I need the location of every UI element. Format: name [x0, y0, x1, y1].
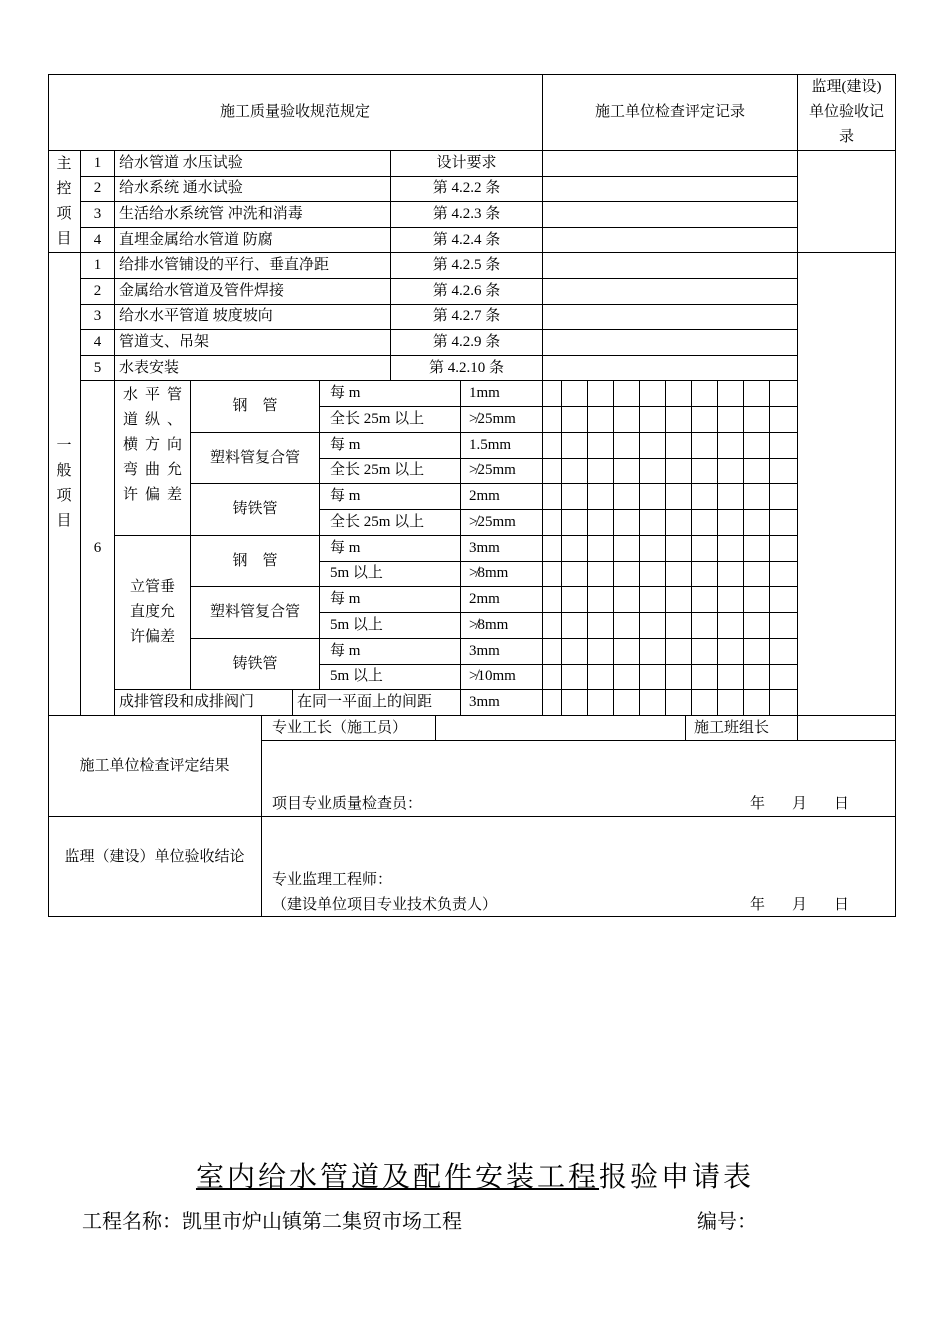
check-cell: [692, 690, 718, 716]
check-cell: [718, 433, 744, 459]
check-cell: [666, 433, 692, 459]
check-cell: [770, 613, 798, 639]
check-cell: [744, 665, 770, 691]
main-control-label: 主控项目: [48, 151, 81, 253]
check-cell: [640, 536, 666, 562]
conclusion-signature-block: [262, 817, 896, 917]
check-cell: [718, 459, 744, 485]
check-cell: [640, 381, 666, 407]
check-cell: [692, 613, 718, 639]
last-condition: 在同一平面上的间距: [293, 690, 461, 716]
foreman-label: 专业工长（施工员）: [262, 716, 436, 741]
record-cell: [543, 202, 798, 228]
material-cell: 铸铁管: [191, 484, 320, 535]
check-cell: [588, 484, 614, 510]
last-item-name: 成排管段和成排阀门: [115, 690, 293, 716]
item-name: 给水管道 水压试验: [115, 151, 391, 177]
row-number: 3: [81, 202, 115, 228]
conclusion-label: 监理（建设）单位验收结论: [48, 817, 262, 917]
condition-cell: 全长 25m 以上: [320, 407, 461, 433]
tolerance-cell: ≯8mm: [461, 562, 543, 588]
check-cell: [562, 484, 588, 510]
check-cell: [744, 433, 770, 459]
check-cell: [666, 381, 692, 407]
record-cell: [543, 151, 798, 177]
check-cell: [744, 510, 770, 536]
check-cell: [543, 407, 562, 433]
tolerance-cell: 1mm: [461, 381, 543, 407]
check-cell: [588, 690, 614, 716]
tolerance-cell: 3mm: [461, 639, 543, 665]
check-cell: [562, 407, 588, 433]
header-spec: 施工质量验收规范规定: [48, 74, 543, 151]
title-underlined: 室内给水管道及配件安装工程: [195, 1161, 599, 1192]
check-cell: [666, 484, 692, 510]
tolerance-cell: 1.5mm: [461, 433, 543, 459]
check-cell: [614, 484, 640, 510]
check-cell: [588, 433, 614, 459]
check-cell: [770, 407, 798, 433]
check-cell: [770, 587, 798, 613]
check-cell: [718, 665, 744, 691]
check-cell: [770, 484, 798, 510]
project-name: 工程名称：凯里市炉山镇第二集贸市场工程: [82, 1211, 462, 1233]
check-cell: [543, 536, 562, 562]
supervision-cell: [798, 151, 896, 253]
check-cell: [640, 562, 666, 588]
title-rest: 报验申请表: [599, 1161, 755, 1192]
check-cell: [640, 613, 666, 639]
check-cell: [770, 510, 798, 536]
check-cell: [614, 510, 640, 536]
check-cell: [692, 665, 718, 691]
tolerance-cell: ≯10mm: [461, 665, 543, 691]
check-cell: [666, 510, 692, 536]
check-cell: [718, 690, 744, 716]
check-cell: [614, 407, 640, 433]
condition-cell: 5m 以上: [320, 562, 461, 588]
check-cell: [640, 484, 666, 510]
row-number: 4: [81, 330, 115, 356]
inspector-label: 项目专业质量检查员：: [272, 796, 423, 812]
row-number: 3: [81, 305, 115, 331]
check-cell: [692, 381, 718, 407]
date-year: 年: [750, 897, 766, 913]
check-cell: [562, 381, 588, 407]
check-cell: [588, 587, 614, 613]
spec-reference: 第 4.2.2 条: [391, 177, 543, 203]
check-cell: [588, 459, 614, 485]
material-cell: 铸铁管: [191, 639, 320, 690]
item-name: 直埋金属给水管道 防腐: [115, 228, 391, 254]
check-cell: [666, 690, 692, 716]
row-number: 1: [81, 253, 115, 279]
check-cell: [718, 639, 744, 665]
last-tolerance: 3mm: [461, 690, 543, 716]
check-cell: [666, 665, 692, 691]
spec-reference: 第 4.2.3 条: [391, 202, 543, 228]
check-cell: [588, 407, 614, 433]
row-number: 5: [81, 356, 115, 382]
row-number: 2: [81, 177, 115, 203]
condition-cell: 每 m: [320, 587, 461, 613]
check-cell: [543, 459, 562, 485]
check-cell: [770, 562, 798, 588]
condition-cell: 每 m: [320, 536, 461, 562]
check-cell: [640, 690, 666, 716]
check-cell: [614, 665, 640, 691]
check-cell: [614, 459, 640, 485]
check-cell: [588, 562, 614, 588]
condition-cell: 5m 以上: [320, 665, 461, 691]
spec-reference: 第 4.2.10 条: [391, 356, 543, 382]
check-cell: [718, 562, 744, 588]
check-cell: [718, 536, 744, 562]
check-cell: [718, 587, 744, 613]
item-name: 生活给水系统管 冲洗和消毒: [115, 202, 391, 228]
check-cell: [562, 587, 588, 613]
header-supervision: 监理(建设)单位验收记录: [798, 74, 896, 151]
check-cell: [692, 484, 718, 510]
tolerance-cell: ≯25mm: [461, 510, 543, 536]
material-cell: 塑料管复合管: [191, 587, 320, 638]
check-cell: [614, 613, 640, 639]
check-cell: [744, 407, 770, 433]
check-cell: [543, 381, 562, 407]
condition-cell: 每 m: [320, 484, 461, 510]
check-cell: [692, 510, 718, 536]
check-cell: [562, 459, 588, 485]
engineer-label: 专业监理工程师：: [272, 872, 393, 888]
check-cell: [692, 562, 718, 588]
row-number: 1: [81, 151, 115, 177]
condition-cell: 每 m: [320, 381, 461, 407]
record-cell: [543, 356, 798, 382]
check-cell: [692, 639, 718, 665]
check-cell: [614, 433, 640, 459]
tolerance-cell: ≯8mm: [461, 613, 543, 639]
check-cell: [666, 613, 692, 639]
check-cell: [543, 613, 562, 639]
check-cell: [614, 536, 640, 562]
check-cell: [666, 639, 692, 665]
check-cell: [744, 562, 770, 588]
check-cell: [770, 690, 798, 716]
check-cell: [562, 433, 588, 459]
owner-rep-label: （建设单位项目专业技术负责人）: [272, 897, 498, 913]
vertical-deviation-label: 立管垂直度允许偏差: [115, 536, 191, 690]
general-label: 一般项目: [48, 253, 81, 716]
check-cell: [614, 381, 640, 407]
result-signature-block: [262, 741, 896, 817]
check-cell: [744, 459, 770, 485]
check-cell: [588, 613, 614, 639]
check-cell: [543, 510, 562, 536]
check-cell: [744, 536, 770, 562]
date-month: 月: [792, 897, 808, 913]
item-name: 水表安装: [115, 356, 391, 382]
team-leader-label: 施工班组长: [686, 716, 798, 741]
check-cell: [718, 510, 744, 536]
check-cell: [543, 690, 562, 716]
check-cell: [588, 639, 614, 665]
check-cell: [562, 690, 588, 716]
record-cell: [543, 279, 798, 305]
result-label: 施工单位检查评定结果: [48, 716, 262, 817]
check-cell: [692, 536, 718, 562]
record-cell: [543, 253, 798, 279]
check-cell: [718, 407, 744, 433]
row-number: 2: [81, 279, 115, 305]
check-cell: [744, 639, 770, 665]
check-cell: [692, 433, 718, 459]
check-cell: [692, 407, 718, 433]
check-cell: [666, 459, 692, 485]
tolerance-cell: 3mm: [461, 536, 543, 562]
check-cell: [640, 510, 666, 536]
spec-reference: 第 4.2.9 条: [391, 330, 543, 356]
check-cell: [543, 562, 562, 588]
form-title: [0, 1155, 950, 1195]
check-cell: [744, 587, 770, 613]
serial-number-label: 编号：: [697, 1211, 757, 1233]
spec-reference: 第 4.2.6 条: [391, 279, 543, 305]
horizontal-deviation-label: 水平管道纵、横方向弯曲允许偏差: [115, 381, 191, 535]
tolerance-cell: 2mm: [461, 587, 543, 613]
check-cell: [770, 433, 798, 459]
check-cell: [640, 665, 666, 691]
check-cell: [744, 484, 770, 510]
check-cell: [640, 587, 666, 613]
record-cell: [543, 330, 798, 356]
check-cell: [543, 665, 562, 691]
check-cell: [640, 639, 666, 665]
check-cell: [666, 562, 692, 588]
check-cell: [666, 536, 692, 562]
item-name: 给排水管铺设的平行、垂直净距: [115, 253, 391, 279]
check-cell: [666, 407, 692, 433]
check-cell: [588, 536, 614, 562]
check-cell: [770, 665, 798, 691]
condition-cell: 全长 25m 以上: [320, 459, 461, 485]
check-cell: [543, 484, 562, 510]
check-cell: [640, 459, 666, 485]
check-cell: [614, 587, 640, 613]
check-cell: [562, 562, 588, 588]
date-day: 日: [834, 796, 850, 812]
check-cell: [562, 665, 588, 691]
supervision-cell: [798, 253, 896, 716]
check-cell: [543, 587, 562, 613]
check-cell: [770, 381, 798, 407]
check-cell: [744, 690, 770, 716]
item-name: 给水系统 通水试验: [115, 177, 391, 203]
date-year: 年: [750, 796, 766, 812]
row-number: 6: [81, 381, 115, 716]
spec-reference: 第 4.2.7 条: [391, 305, 543, 331]
check-cell: [770, 459, 798, 485]
record-cell: [543, 177, 798, 203]
check-cell: [562, 536, 588, 562]
material-cell: 钢 管: [191, 536, 320, 587]
check-cell: [770, 639, 798, 665]
check-cell: [770, 536, 798, 562]
foreman-value: [436, 716, 686, 741]
check-cell: [562, 639, 588, 665]
condition-cell: 每 m: [320, 433, 461, 459]
date-day: 日: [834, 897, 850, 913]
item-name: 金属给水管道及管件焊接: [115, 279, 391, 305]
check-cell: [562, 510, 588, 536]
tolerance-cell: ≯25mm: [461, 459, 543, 485]
check-cell: [718, 484, 744, 510]
material-cell: 钢 管: [191, 381, 320, 432]
check-cell: [614, 639, 640, 665]
team-leader-value: [798, 716, 896, 741]
record-cell: [543, 305, 798, 331]
check-cell: [543, 433, 562, 459]
check-cell: [718, 381, 744, 407]
check-cell: [640, 407, 666, 433]
item-name: 给水水平管道 坡度坡向: [115, 305, 391, 331]
check-cell: [666, 587, 692, 613]
item-name: 管道支、吊架: [115, 330, 391, 356]
inspection-form-table: [48, 74, 896, 917]
check-cell: [588, 665, 614, 691]
condition-cell: 5m 以上: [320, 613, 461, 639]
check-cell: [588, 381, 614, 407]
check-cell: [588, 510, 614, 536]
check-cell: [543, 639, 562, 665]
check-cell: [744, 381, 770, 407]
tolerance-cell: ≯25mm: [461, 407, 543, 433]
check-cell: [562, 613, 588, 639]
material-cell: 塑料管复合管: [191, 433, 320, 484]
record-cell: [543, 228, 798, 254]
header-record: 施工单位检查评定记录: [543, 74, 798, 151]
tolerance-cell: 2mm: [461, 484, 543, 510]
check-cell: [692, 587, 718, 613]
spec-reference: 第 4.2.5 条: [391, 253, 543, 279]
check-cell: [640, 433, 666, 459]
date-month: 月: [792, 796, 808, 812]
spec-reference: 设计要求: [391, 151, 543, 177]
check-cell: [744, 613, 770, 639]
condition-cell: 全长 25m 以上: [320, 510, 461, 536]
spec-reference: 第 4.2.4 条: [391, 228, 543, 254]
check-cell: [718, 613, 744, 639]
check-cell: [614, 562, 640, 588]
check-cell: [692, 459, 718, 485]
condition-cell: 每 m: [320, 639, 461, 665]
check-cell: [614, 690, 640, 716]
row-number: 4: [81, 228, 115, 254]
